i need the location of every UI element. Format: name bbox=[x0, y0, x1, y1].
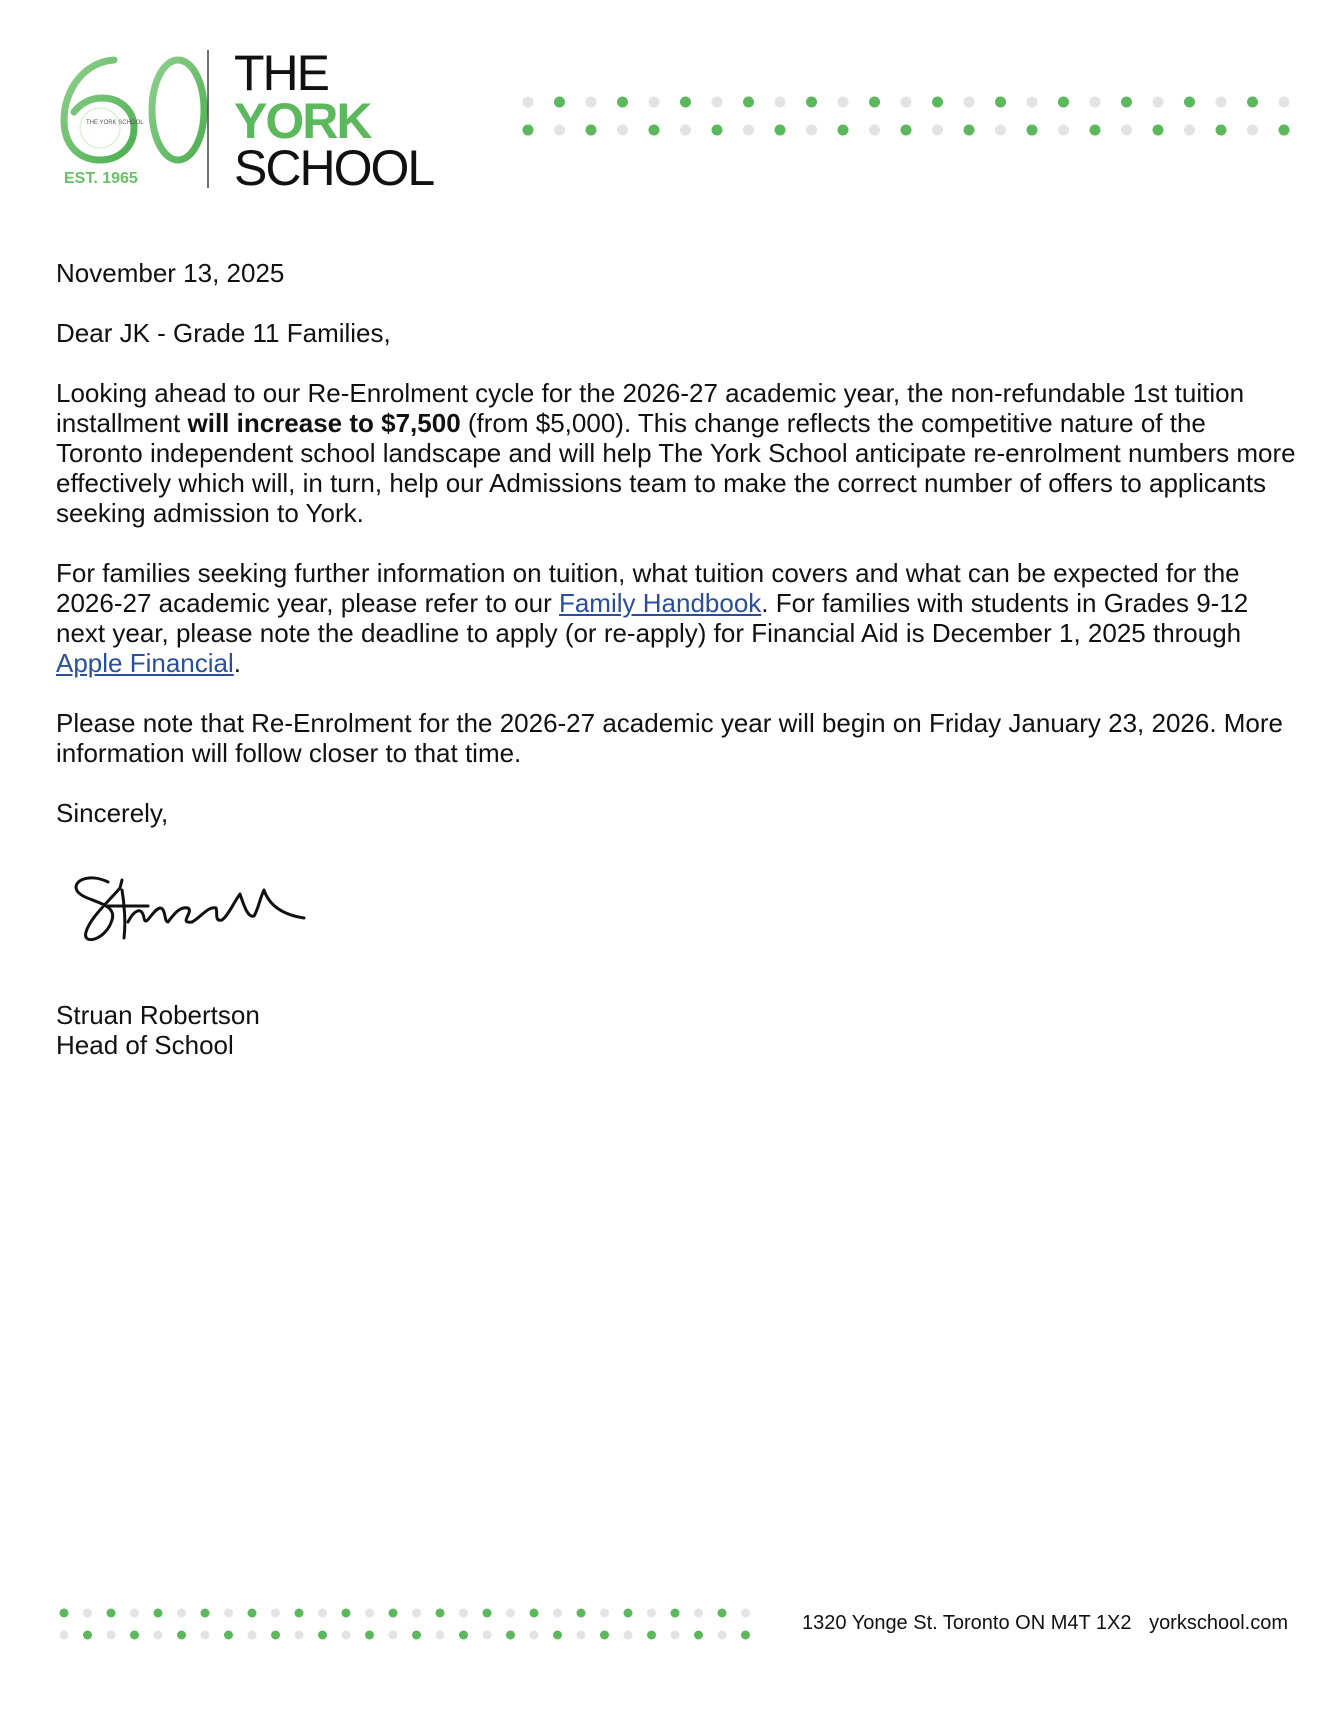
logo-name-york: YORK bbox=[234, 93, 371, 149]
decorative-dot bbox=[869, 125, 880, 136]
decorative-dot bbox=[775, 125, 786, 136]
decorative-dot bbox=[1247, 97, 1258, 108]
decorative-dot bbox=[647, 1609, 656, 1618]
decorative-dot bbox=[224, 1631, 233, 1640]
decorative-dot bbox=[1121, 125, 1132, 136]
decorative-dot bbox=[694, 1609, 703, 1618]
letter-salutation: Dear JK - Grade 11 Families, bbox=[56, 318, 391, 348]
paragraph-re-enrolment-date: Please note that Re-Enrolment for the 2026-27 academic year will begin on Friday January 23, 2026. More information will follow closer to that time. bbox=[56, 708, 1284, 768]
decorative-dot bbox=[1027, 125, 1038, 136]
decorative-dot bbox=[649, 125, 660, 136]
decorative-dot bbox=[1279, 125, 1290, 136]
decorative-dot bbox=[483, 1631, 492, 1640]
decorative-dot bbox=[271, 1631, 280, 1640]
decorative-dot bbox=[1247, 125, 1258, 136]
decorative-dot bbox=[130, 1631, 139, 1640]
logo-established: EST. 1965 bbox=[64, 170, 138, 187]
footer-address: 1320 Yonge St. Toronto ON M4T 1X2 bbox=[802, 1612, 1132, 1634]
decorative-dot bbox=[60, 1609, 69, 1618]
decorative-dot bbox=[530, 1609, 539, 1618]
decorative-dot bbox=[932, 125, 943, 136]
decorative-dot bbox=[523, 125, 534, 136]
logo-name-the: THE bbox=[234, 50, 328, 101]
letter-body bbox=[56, 258, 1296, 858]
signatory-name: Struan Robertson bbox=[56, 1000, 260, 1030]
decorative-dot bbox=[617, 125, 628, 136]
decorative-dot bbox=[775, 97, 786, 108]
decorative-dot bbox=[295, 1631, 304, 1640]
decorative-dot bbox=[806, 97, 817, 108]
decorative-dot bbox=[1216, 97, 1227, 108]
decorative-dot bbox=[1153, 125, 1164, 136]
decorative-dot bbox=[224, 1609, 233, 1618]
decorative-dot bbox=[586, 125, 597, 136]
decorative-dot bbox=[995, 125, 1006, 136]
decorative-dot bbox=[523, 97, 534, 108]
decorative-dot bbox=[600, 1631, 609, 1640]
decorative-dot bbox=[577, 1631, 586, 1640]
school-logo bbox=[56, 50, 466, 195]
logo-name-school: SCHOOL bbox=[234, 140, 434, 195]
letter-closing: Sincerely, bbox=[56, 798, 169, 828]
decorative-dot bbox=[248, 1609, 257, 1618]
decorative-dot bbox=[1058, 97, 1069, 108]
decorative-dot bbox=[1184, 97, 1195, 108]
decorative-dot bbox=[459, 1631, 468, 1640]
decorative-dot bbox=[743, 97, 754, 108]
decorative-dot bbox=[624, 1631, 633, 1640]
decorative-dot bbox=[586, 97, 597, 108]
logo-badge-text: THE YORK SCHOOL bbox=[86, 120, 144, 126]
decorative-dot bbox=[1090, 97, 1101, 108]
decorative-dot bbox=[342, 1631, 351, 1640]
footer bbox=[790, 1612, 1288, 1635]
decorative-dots-footer bbox=[56, 1605, 766, 1645]
decorative-dot bbox=[649, 97, 660, 108]
signatory-title: Head of School bbox=[56, 1030, 234, 1060]
decorative-dot bbox=[869, 97, 880, 108]
decorative-dot bbox=[365, 1631, 374, 1640]
decorative-dot bbox=[838, 125, 849, 136]
decorative-dot bbox=[577, 1609, 586, 1618]
signatory-block bbox=[56, 1000, 260, 1060]
decorative-dot bbox=[838, 97, 849, 108]
decorative-dot bbox=[318, 1609, 327, 1618]
decorative-dot bbox=[506, 1609, 515, 1618]
decorative-dot bbox=[964, 97, 975, 108]
decorative-dot bbox=[671, 1609, 680, 1618]
decorative-dot bbox=[680, 125, 691, 136]
anniversary-60-mark bbox=[64, 60, 204, 160]
decorative-dots-header bbox=[520, 94, 1300, 142]
decorative-dot bbox=[718, 1631, 727, 1640]
letter-date: November 13, 2025 bbox=[56, 258, 285, 288]
paragraph-tuition-increase: Looking ahead to our Re-Enrolment cycle for the 2026-27 academic year, the non-refundable 1st tuition installment will increase to $7,500 (from $5,000). This change reflects the competitive nature of the Toronto independent school landscape and will help The York School anticipate re-enrolment numbers more effectively which will, in turn, help our Admissions team to make the correct number of offers to applicants seeking admission to York. bbox=[56, 378, 1296, 528]
handwritten-signature bbox=[68, 862, 328, 962]
decorative-dot bbox=[743, 125, 754, 136]
decorative-dot bbox=[177, 1609, 186, 1618]
decorative-dot bbox=[271, 1609, 280, 1618]
decorative-dot bbox=[741, 1631, 750, 1640]
decorative-dot bbox=[712, 125, 723, 136]
decorative-dot bbox=[1184, 125, 1195, 136]
apple-financial-link[interactable]: Apple Financial bbox=[56, 648, 234, 678]
decorative-dot bbox=[295, 1609, 304, 1618]
decorative-dot bbox=[459, 1609, 468, 1618]
decorative-dot bbox=[506, 1631, 515, 1640]
decorative-dot bbox=[1279, 97, 1290, 108]
decorative-dot bbox=[154, 1631, 163, 1640]
decorative-dot bbox=[389, 1609, 398, 1618]
decorative-dot bbox=[712, 97, 723, 108]
decorative-dot bbox=[1216, 125, 1227, 136]
decorative-dot bbox=[647, 1631, 656, 1640]
decorative-dot bbox=[1058, 125, 1069, 136]
decorative-dot bbox=[412, 1631, 421, 1640]
decorative-dot bbox=[995, 97, 1006, 108]
decorative-dot bbox=[1121, 97, 1132, 108]
decorative-dot bbox=[60, 1631, 69, 1640]
paragraph-further-info: For families seeking further information on tuition, what tuition covers and what can be expected for the 2026-27 academic year, please refer to our Family Handbook. For families with students in Grades 9-12 next year, please note the deadline to apply (or re-apply) for Financial Aid is December 1, 2025 through Apple Financial. bbox=[56, 558, 1249, 678]
decorative-dot bbox=[1090, 125, 1101, 136]
decorative-dot bbox=[741, 1609, 750, 1618]
decorative-dot bbox=[342, 1609, 351, 1618]
decorative-dot bbox=[553, 1631, 562, 1640]
decorative-dot bbox=[365, 1609, 374, 1618]
decorative-dot bbox=[389, 1631, 398, 1640]
decorative-dot bbox=[1027, 97, 1038, 108]
decorative-dot bbox=[177, 1631, 186, 1640]
decorative-dot bbox=[83, 1609, 92, 1618]
decorative-dot bbox=[553, 1609, 562, 1618]
decorative-dot bbox=[901, 125, 912, 136]
decorative-dot bbox=[617, 97, 628, 108]
decorative-dot bbox=[107, 1609, 116, 1618]
decorative-dot bbox=[130, 1609, 139, 1618]
decorative-dot bbox=[600, 1609, 609, 1618]
decorative-dot bbox=[154, 1609, 163, 1618]
decorative-dot bbox=[718, 1609, 727, 1618]
decorative-dot bbox=[1153, 97, 1164, 108]
decorative-dot bbox=[694, 1631, 703, 1640]
decorative-dot bbox=[680, 97, 691, 108]
decorative-dot bbox=[107, 1631, 116, 1640]
decorative-dot bbox=[83, 1631, 92, 1640]
decorative-dot bbox=[530, 1631, 539, 1640]
decorative-dot bbox=[412, 1609, 421, 1618]
decorative-dot bbox=[318, 1631, 327, 1640]
decorative-dot bbox=[201, 1609, 210, 1618]
decorative-dot bbox=[901, 97, 912, 108]
footer-website: yorkschool.com bbox=[1149, 1612, 1288, 1634]
decorative-dot bbox=[671, 1631, 680, 1640]
decorative-dot bbox=[964, 125, 975, 136]
decorative-dot bbox=[554, 125, 565, 136]
decorative-dot bbox=[932, 97, 943, 108]
decorative-dot bbox=[436, 1631, 445, 1640]
family-handbook-link[interactable]: Family Handbook bbox=[558, 588, 762, 618]
decorative-dot bbox=[483, 1609, 492, 1618]
decorative-dot bbox=[436, 1609, 445, 1618]
decorative-dot bbox=[201, 1631, 210, 1640]
decorative-dot bbox=[624, 1609, 633, 1618]
decorative-dot bbox=[806, 125, 817, 136]
decorative-dot bbox=[248, 1631, 257, 1640]
decorative-dot bbox=[554, 97, 565, 108]
tuition-increase-highlight: will increase to $7,500 bbox=[187, 408, 461, 438]
